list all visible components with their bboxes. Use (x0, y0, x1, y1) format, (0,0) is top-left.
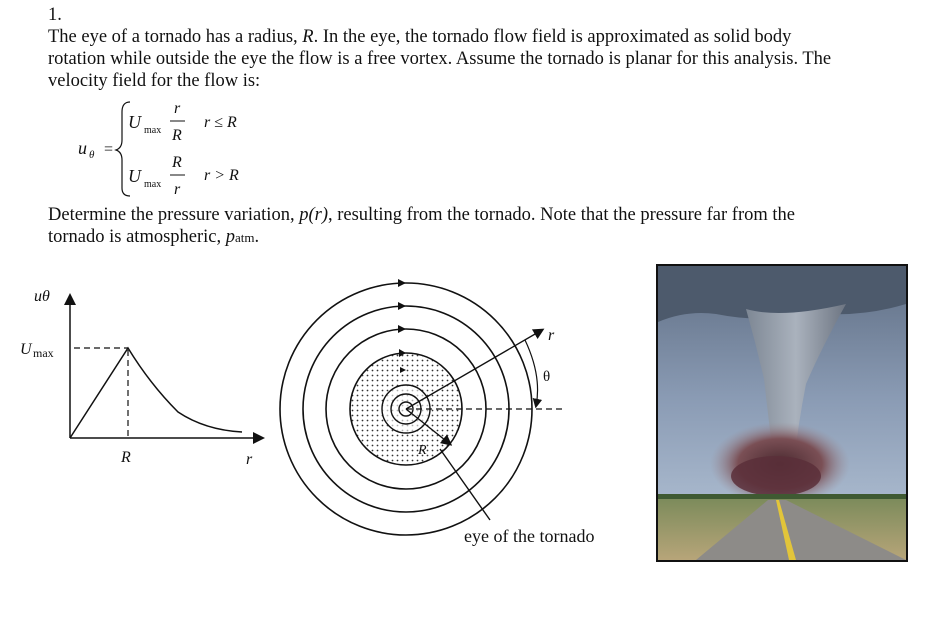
eq-lhs-sub: θ (89, 149, 95, 161)
q-text-c: tornado is atmospheric, (48, 227, 222, 247)
question-line2 (48, 226, 259, 249)
vortex-diagram (270, 268, 640, 558)
photo-debris-core (731, 456, 821, 496)
q-end: . (254, 227, 260, 247)
theta-label: θ (543, 369, 551, 385)
plot-velocity-curve (70, 348, 242, 438)
tornado-photo (656, 264, 908, 562)
eq-case1-cond: r ≤ R (204, 114, 237, 131)
eq-max2: max (144, 179, 162, 190)
q-text-b: , resulting from the tornado. Note that the pressure far from the (327, 205, 795, 225)
eq-case1-num: r (174, 100, 181, 117)
q-text-a: Determine the pressure variation, (48, 205, 295, 225)
r-vector-label: r (548, 327, 555, 344)
q-patm-sub: atm (235, 230, 255, 245)
problem-intro-line2: rotation while outside the eye the flow is a free vortex. Assume the tornado is planar for this analysis. The (48, 49, 832, 69)
problem-intro-line3: velocity field for the flow is: (48, 71, 261, 91)
question-line1 (48, 204, 795, 226)
eq-case2-num: R (172, 154, 182, 171)
eq-U1: U (128, 112, 141, 132)
photo-treeline (658, 494, 906, 499)
plot-umax-sub: max (33, 346, 54, 360)
eq-case1-den: R (172, 127, 182, 144)
plot-y-label: uθ (34, 288, 50, 305)
problem-number: 1. (48, 5, 62, 25)
eq-lhs-u: u (78, 138, 87, 158)
arrow-ring-3 (398, 325, 406, 333)
eq-U2: U (128, 166, 141, 186)
intro-R: R (302, 27, 314, 47)
R-radius-label: R (418, 443, 427, 458)
eye-pointer-line (440, 449, 490, 520)
plot-umax-label: U (20, 341, 32, 358)
eye-caption: eye of the tornado (464, 526, 595, 546)
eq-equals: = (104, 141, 114, 158)
intro-text-b: . In the eye, the tornado flow field is approximated as solid body (313, 27, 792, 47)
velocity-equation (70, 96, 290, 200)
plot-R-tick: R (121, 449, 131, 466)
problem-intro-line1 (48, 26, 791, 48)
q-patm-p: p (225, 227, 236, 247)
velocity-profile-plot (0, 280, 280, 480)
arrow-ring-1 (398, 279, 406, 287)
intro-text-a: The eye of a tornado has a radius, (48, 27, 298, 47)
eq-max1: max (144, 125, 162, 136)
q-p-of-r: p(r) (299, 205, 328, 225)
arrow-ring-2 (398, 302, 406, 310)
eq-case2-cond: r > R (204, 167, 239, 184)
plot-x-label: r (246, 451, 253, 468)
eq-case2-den: r (174, 181, 181, 198)
